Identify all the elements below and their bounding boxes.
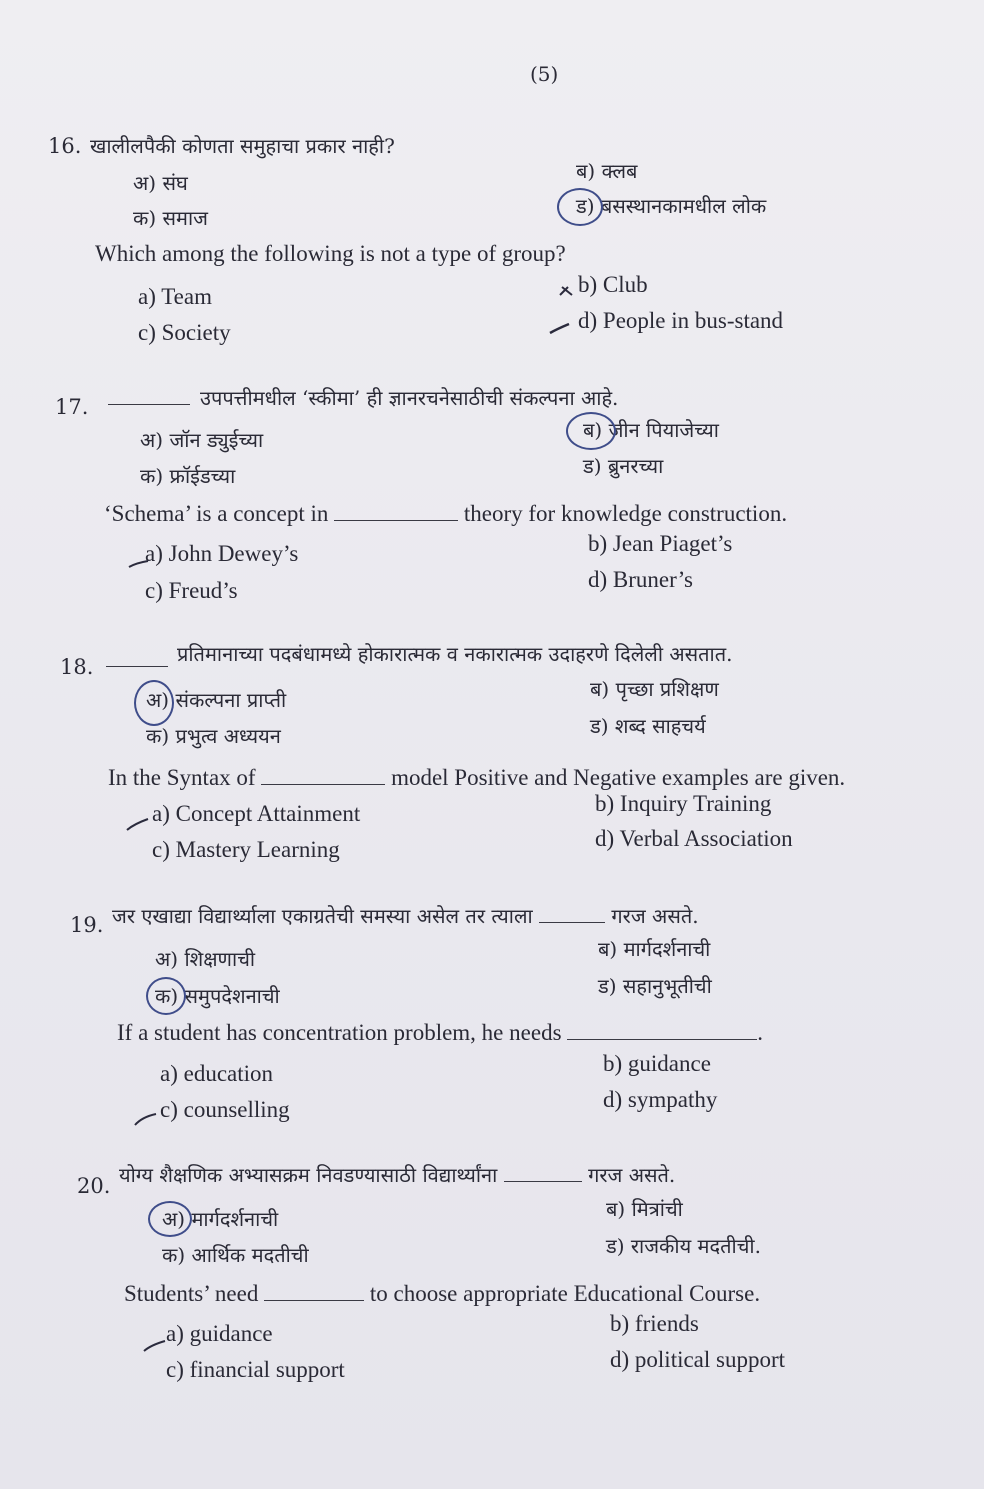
mr-option-d: ड) बसस्थानकामधील लोक	[576, 194, 767, 218]
question-number: 17.	[55, 395, 89, 419]
en-option-d: d) political support	[610, 1347, 786, 1372]
pen-tick-mark	[128, 556, 150, 568]
en-option-a: a) guidance	[166, 1321, 273, 1346]
pen-circle-mark	[148, 1201, 192, 1237]
en-option-c: c) financial support	[166, 1357, 345, 1382]
en-option-b: b) friends	[610, 1311, 699, 1336]
mr-option-c: क) आर्थिक मदतीची	[162, 1243, 309, 1267]
en-option-d: d) Bruner’s	[588, 567, 693, 592]
en-option-c: c) Society	[138, 320, 231, 345]
en-option-d: d) sympathy	[603, 1087, 718, 1112]
answer-blank	[539, 912, 605, 923]
pen-circle-mark	[566, 412, 616, 450]
en-option-a: a) Concept Attainment	[152, 801, 361, 826]
stem-before-blank: जर एखाद्या विद्यार्थ्याला एकाग्रतेची समस्या असेल तर त्याला	[112, 904, 533, 928]
stem-after-blank: model Positive and Negative examples are given.	[391, 765, 846, 790]
question-stem-english	[108, 765, 845, 791]
mr-option-d: ड) सहानुभूतीची	[598, 974, 712, 998]
mr-option-a: अ) मार्गदर्शनाची	[162, 1207, 279, 1231]
pen-tick-mark	[126, 816, 148, 828]
question-stem-marathi: उपपत्तीमधील ‘स्कीमा’ ही ज्ञानरचनेसाठीची संकल्पना आहे.	[200, 386, 619, 410]
mr-option-a: अ) जॉन ड्युईच्या	[140, 428, 264, 452]
question-number: 16.	[48, 134, 82, 158]
pen-tick-mark	[134, 1110, 156, 1122]
en-option-b: b) guidance	[603, 1051, 711, 1076]
en-option-c: c) Freud’s	[145, 578, 238, 603]
question-stem-english: Which among the following is not a type of group?	[95, 241, 566, 266]
en-option-a: a) education	[160, 1061, 274, 1086]
stem-before-blank: ‘Schema’ is a concept in	[104, 501, 329, 526]
mr-option-b: ब) क्लब	[576, 159, 638, 183]
stem-before-blank: योग्य शैक्षणिक अभ्यासक्रम निवडण्यासाठी विद्यार्थ्यांना	[119, 1163, 498, 1187]
question-stem-marathi: प्रतिमानाच्या पदबंधामध्ये होकारात्मक व नकारात्मक उदाहरणे दिलेली असतात.	[177, 642, 733, 666]
mr-option-c: क) प्रभुत्व अध्ययन	[146, 724, 281, 748]
pen-tick-mark	[549, 320, 571, 332]
question-stem-marathi	[112, 902, 699, 929]
answer-blank	[261, 766, 385, 785]
blank-line	[106, 666, 168, 667]
en-option-c: c) counselling	[160, 1097, 290, 1122]
pen-cross-mark	[558, 282, 580, 294]
mr-option-b: ब) मार्गदर्शनाची	[598, 937, 711, 961]
stem-after-blank: theory for knowledge construction.	[463, 501, 788, 526]
en-option-d: d) Verbal Association	[595, 826, 793, 851]
stem-after-blank: .	[757, 1020, 764, 1045]
mr-option-d: ड) शब्द साहचर्य	[590, 714, 706, 738]
question-stem-english	[104, 501, 787, 527]
mr-option-c: क) फ्रॉईडच्या	[140, 464, 236, 488]
en-option-b: b) Club	[578, 272, 648, 297]
mr-option-c: क) समुपदेशनाची	[155, 984, 280, 1008]
question-stem-english	[117, 1020, 763, 1046]
question-number: 19.	[70, 913, 104, 937]
question-number: 20.	[77, 1174, 111, 1198]
en-option-d: d) People in bus-stand	[578, 308, 784, 333]
mr-option-b: ब) जीन पियाजेच्या	[583, 418, 719, 442]
stem-after-blank: to choose appropriate Educational Course.	[369, 1281, 761, 1306]
answer-blank	[567, 1021, 757, 1040]
mr-option-a: अ) संकल्पना प्राप्ती	[146, 688, 287, 712]
answer-blank	[504, 1171, 582, 1182]
mr-option-d: ड) ब्रुनरच्या	[583, 454, 664, 478]
stem-before-blank: If a student has concentration problem, he needs	[117, 1020, 562, 1045]
pen-circle-mark	[134, 680, 174, 726]
mr-option-b: ब) मित्रांची	[606, 1197, 683, 1221]
stem-after-blank: गरज असते.	[588, 1163, 676, 1187]
mr-option-b: ब) पृच्छा प्रशिक्षण	[590, 677, 719, 701]
question-stem-marathi	[119, 1161, 675, 1188]
blank-line	[108, 404, 190, 405]
en-option-a: a) John Dewey’s	[145, 541, 299, 566]
mr-option-c: क) समाज	[133, 206, 209, 230]
en-option-a: a) Team	[138, 284, 212, 309]
mr-option-a: अ) संघ	[133, 171, 188, 195]
pen-circle-mark	[557, 188, 603, 226]
mr-option-d: ड) राजकीय मदतीची.	[606, 1234, 761, 1258]
page-number: (5)	[530, 62, 559, 86]
question-number: 18.	[60, 655, 94, 679]
en-option-b: b) Jean Piaget’s	[588, 531, 733, 556]
stem-before-blank: In the Syntax of	[108, 765, 256, 790]
en-option-c: c) Mastery Learning	[152, 837, 340, 862]
mr-option-a: अ) शिक्षणाची	[155, 947, 256, 971]
answer-blank	[264, 1282, 364, 1301]
en-option-b: b) Inquiry Training	[595, 791, 772, 816]
question-stem-marathi: खालीलपैकी कोणता समुहाचा प्रकार नाही?	[90, 134, 395, 158]
stem-after-blank: गरज असते.	[611, 904, 699, 928]
question-stem-english	[124, 1281, 760, 1307]
answer-blank	[334, 502, 458, 521]
pen-circle-mark	[146, 977, 186, 1015]
stem-before-blank: Students’ need	[124, 1281, 259, 1306]
pen-tick-mark	[143, 1337, 165, 1349]
